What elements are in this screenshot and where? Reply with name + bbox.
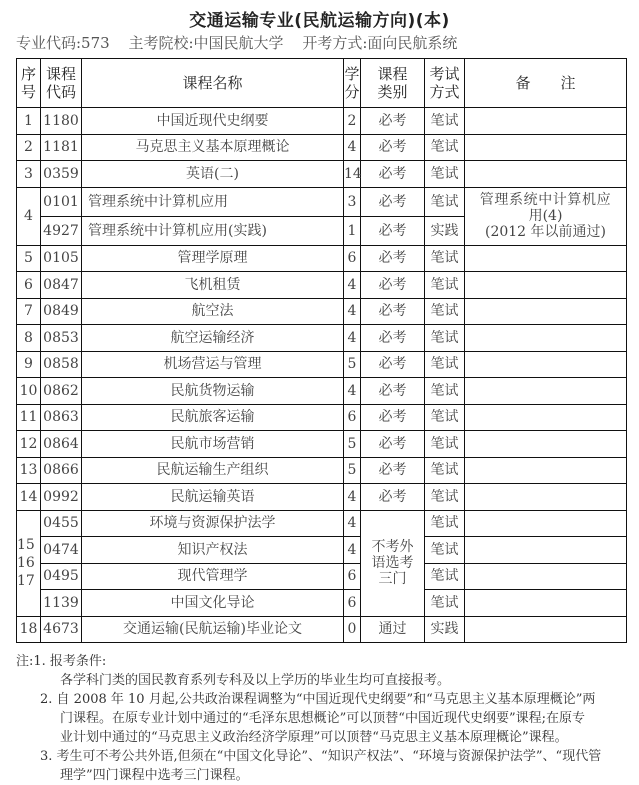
- table-row: [17, 134, 627, 161]
- cell-code: 0864: [41, 431, 82, 458]
- remark-line: 用(4): [528, 208, 563, 224]
- cell-code: 1181: [41, 134, 82, 161]
- cell-exam: 笔试: [425, 404, 465, 431]
- cell-remark: [465, 108, 627, 135]
- cell-seq: 11: [17, 404, 41, 431]
- cell-credit: 14: [344, 161, 361, 188]
- cell-code: 1139: [41, 590, 82, 617]
- cell-exam: 笔试: [425, 378, 465, 405]
- table-row: [17, 272, 627, 299]
- cell-code: 0847: [41, 272, 82, 299]
- cell-seq: [17, 510, 41, 616]
- table-row: [17, 161, 627, 188]
- cell-exam: 实践: [425, 216, 465, 245]
- cell-seq: 3: [17, 161, 41, 188]
- major-code: 专业代码:573: [16, 34, 110, 52]
- cell-type: 必考: [361, 298, 425, 325]
- cell-type: 必考: [361, 484, 425, 511]
- cell-name: 管理系统中计算机应用: [82, 187, 344, 216]
- note-line: 各学科门类的国民教育系列专科及以上学历的毕业生均可直接报考。: [60, 673, 451, 688]
- cell-credit: 6: [344, 245, 361, 272]
- major-meta: [16, 32, 471, 53]
- cell-code: 0849: [41, 298, 82, 325]
- cell-name: 中国文化导论: [82, 590, 344, 617]
- cell-name: 知识产权法: [82, 537, 344, 564]
- cell-seq: 10: [17, 378, 41, 405]
- table-row: [17, 590, 627, 617]
- cell-name: 民航旅客运输: [82, 404, 344, 431]
- cell-exam: 笔试: [425, 351, 465, 378]
- table-row: [17, 245, 627, 272]
- table-header-row: [17, 59, 627, 108]
- cell-remark: [465, 245, 627, 272]
- cell-name: 马克思主义基本原理概论: [82, 134, 344, 161]
- cell-name: 民航运输生产组织: [82, 457, 344, 484]
- cell-remark: [465, 616, 627, 643]
- cell-type: 必考: [361, 245, 425, 272]
- cell-code: 0474: [41, 537, 82, 564]
- table-row: [17, 404, 627, 431]
- cell-seq: 7: [17, 298, 41, 325]
- cell-remark: [465, 161, 627, 188]
- cell-code: 0863: [41, 404, 82, 431]
- cell-remark: [465, 272, 627, 299]
- cell-name: 现代管理学: [82, 563, 344, 590]
- cell-name: 环境与资源保护法学: [82, 510, 344, 537]
- type-line: 语选考: [371, 555, 414, 571]
- cell-exam: 笔试: [425, 510, 465, 537]
- header-seq: 序号: [17, 59, 41, 108]
- note-line: 业计划中通过的“马克思主义政治经济学原理”可以顶替“马克思主义基本原理概论”课程。: [60, 730, 568, 745]
- cell-credit: 1: [344, 216, 361, 245]
- header-type: 课程类别: [361, 59, 425, 108]
- cell-exam: 笔试: [425, 187, 465, 216]
- cell-exam: 笔试: [425, 298, 465, 325]
- cell-type: 必考: [361, 431, 425, 458]
- cell-code: 0359: [41, 161, 82, 188]
- cell-remark: [465, 510, 627, 537]
- cell-name: 航空运输经济: [82, 325, 344, 352]
- cell-remark: [465, 325, 627, 352]
- cell-remark: [465, 537, 627, 564]
- cell-name: 管理学原理: [82, 245, 344, 272]
- cell-exam: 笔试: [425, 590, 465, 617]
- cell-remark: [465, 351, 627, 378]
- header-credit: 学分: [344, 59, 361, 108]
- cell-credit: 5: [344, 457, 361, 484]
- cell-code: 0853: [41, 325, 82, 352]
- table-row: [17, 187, 627, 216]
- cell-code: 4927: [41, 216, 82, 245]
- cell-seq: 5: [17, 245, 41, 272]
- cell-remark: [465, 298, 627, 325]
- cell-remark: [465, 457, 627, 484]
- cell-code: 0992: [41, 484, 82, 511]
- cell-credit: 4: [344, 298, 361, 325]
- cell-credit: 4: [344, 378, 361, 405]
- header-exam: 考试方式: [425, 59, 465, 108]
- cell-seq: 4: [17, 187, 41, 245]
- cell-name: 英语(二): [82, 161, 344, 188]
- cell-type: 必考: [361, 187, 425, 216]
- cell-exam: 笔试: [425, 108, 465, 135]
- note-line: 门课程。在原专业计划中通过的“毛泽东思想概论”可以顶替“中国近现代史纲要”课程;在原专: [60, 711, 585, 726]
- table-row: [17, 431, 627, 458]
- cell-type: 必考: [361, 457, 425, 484]
- cell-type: 必考: [361, 378, 425, 405]
- cell-seq: 1: [17, 108, 41, 135]
- table-row: [17, 563, 627, 590]
- cell-credit: 5: [344, 351, 361, 378]
- header-code: 课程代码: [41, 59, 82, 108]
- cell-seq: 14: [17, 484, 41, 511]
- cell-exam: 笔试: [425, 537, 465, 564]
- cell-type: 必考: [361, 404, 425, 431]
- cell-exam: 笔试: [425, 431, 465, 458]
- table-row: [17, 351, 627, 378]
- type-line: 不考外: [371, 539, 414, 555]
- table-row: [17, 325, 627, 352]
- cell-type: 通过: [361, 616, 425, 643]
- table-row: [17, 457, 627, 484]
- note-line: 3. 考生可不考公共外语,但须在“中国文化导论”、“知识产权法”、“环境与资源保护法学”、“现代管: [40, 749, 602, 764]
- cell-credit: 4: [344, 134, 361, 161]
- table-row: [17, 616, 627, 643]
- notes-section: [16, 652, 628, 785]
- cell-code: 0858: [41, 351, 82, 378]
- cell-type: 必考: [361, 272, 425, 299]
- cell-type: 必考: [361, 325, 425, 352]
- table-row: [17, 484, 627, 511]
- cell-exam: 笔试: [425, 325, 465, 352]
- cell-remark: [465, 404, 627, 431]
- cell-remark: [465, 134, 627, 161]
- table-row: [17, 537, 627, 564]
- cell-code: 0495: [41, 563, 82, 590]
- cell-credit: 6: [344, 563, 361, 590]
- cell-exam: 笔试: [425, 563, 465, 590]
- seq-line: 16: [17, 555, 35, 571]
- cell-credit: 5: [344, 431, 361, 458]
- note-line: 2. 自 2008 年 10 月起,公共政治课程调整为“中国近现代史纲要”和“马克思主义基本原理概论”两: [40, 692, 596, 707]
- cell-name: 机场营运与管理: [82, 351, 344, 378]
- cell-name: 飞机租赁: [82, 272, 344, 299]
- cell-exam: 笔试: [425, 272, 465, 299]
- cell-credit: 4: [344, 510, 361, 537]
- cell-remark: [465, 563, 627, 590]
- note-line: 理学”四门课程中选考三门课程。: [60, 768, 249, 783]
- cell-type-elective: [361, 510, 425, 616]
- cell-code: 1180: [41, 108, 82, 135]
- cell-name: 中国近现代史纲要: [82, 108, 344, 135]
- cell-credit: 4: [344, 325, 361, 352]
- cell-exam: 笔试: [425, 245, 465, 272]
- cell-remark: [465, 187, 627, 245]
- cell-seq: 12: [17, 431, 41, 458]
- cell-remark: [465, 431, 627, 458]
- cell-seq: 6: [17, 272, 41, 299]
- cell-remark: [465, 378, 627, 405]
- exam-school: 主考院校:中国民航大学: [128, 34, 284, 52]
- cell-credit: 2: [344, 108, 361, 135]
- seq-line: 17: [17, 573, 35, 589]
- cell-exam: 笔试: [425, 134, 465, 161]
- cell-seq: 9: [17, 351, 41, 378]
- cell-seq: 8: [17, 325, 41, 352]
- cell-code: 0866: [41, 457, 82, 484]
- type-line: 三门: [378, 571, 407, 587]
- cell-credit: 3: [344, 187, 361, 216]
- header-name: 课程名称: [82, 59, 344, 108]
- cell-type: 必考: [361, 351, 425, 378]
- cell-type: 必考: [361, 216, 425, 245]
- cell-exam: 笔试: [425, 484, 465, 511]
- cell-exam: 笔试: [425, 457, 465, 484]
- cell-code: 0455: [41, 510, 82, 537]
- cell-credit: 4: [344, 537, 361, 564]
- cell-remark: [465, 590, 627, 617]
- cell-name: 管理系统中计算机应用(实践): [82, 216, 344, 245]
- cell-type: 必考: [361, 161, 425, 188]
- table-row: [17, 378, 627, 405]
- cell-credit: 0: [344, 616, 361, 643]
- table-row: [17, 108, 627, 135]
- cell-seq: 18: [17, 616, 41, 643]
- exam-mode: 开考方式:面向民航系统: [302, 34, 458, 52]
- cell-credit: 4: [344, 484, 361, 511]
- table-row: [17, 510, 627, 537]
- remark-line: (2012 年以前通过): [484, 224, 606, 240]
- seq-line: 15: [17, 537, 35, 553]
- cell-exam: 实践: [425, 616, 465, 643]
- cell-name: 交通运输(民航运输)毕业论文: [82, 616, 344, 643]
- cell-exam: 笔试: [425, 161, 465, 188]
- cell-credit: 4: [344, 272, 361, 299]
- cell-code: 4673: [41, 616, 82, 643]
- cell-name: 民航运输英语: [82, 484, 344, 511]
- cell-seq: 2: [17, 134, 41, 161]
- cell-credit: 6: [344, 590, 361, 617]
- cell-code: 0105: [41, 245, 82, 272]
- cell-remark: [465, 484, 627, 511]
- cell-seq: 13: [17, 457, 41, 484]
- cell-credit: 6: [344, 404, 361, 431]
- table-row: [17, 298, 627, 325]
- cell-name: 航空法: [82, 298, 344, 325]
- header-remark: 备 注: [465, 59, 627, 108]
- note-line: 注:1. 报考条件:: [16, 654, 107, 669]
- cell-code: 0101: [41, 187, 82, 216]
- page-title: 交通运输专业(民航运输方向)(本): [189, 11, 450, 31]
- remark-line: 管理系统中计算机应: [479, 192, 612, 208]
- cell-type: 必考: [361, 108, 425, 135]
- cell-name: 民航货物运输: [82, 378, 344, 405]
- cell-type: 必考: [361, 134, 425, 161]
- cell-code: 0862: [41, 378, 82, 405]
- course-table: [16, 58, 627, 643]
- cell-name: 民航市场营销: [82, 431, 344, 458]
